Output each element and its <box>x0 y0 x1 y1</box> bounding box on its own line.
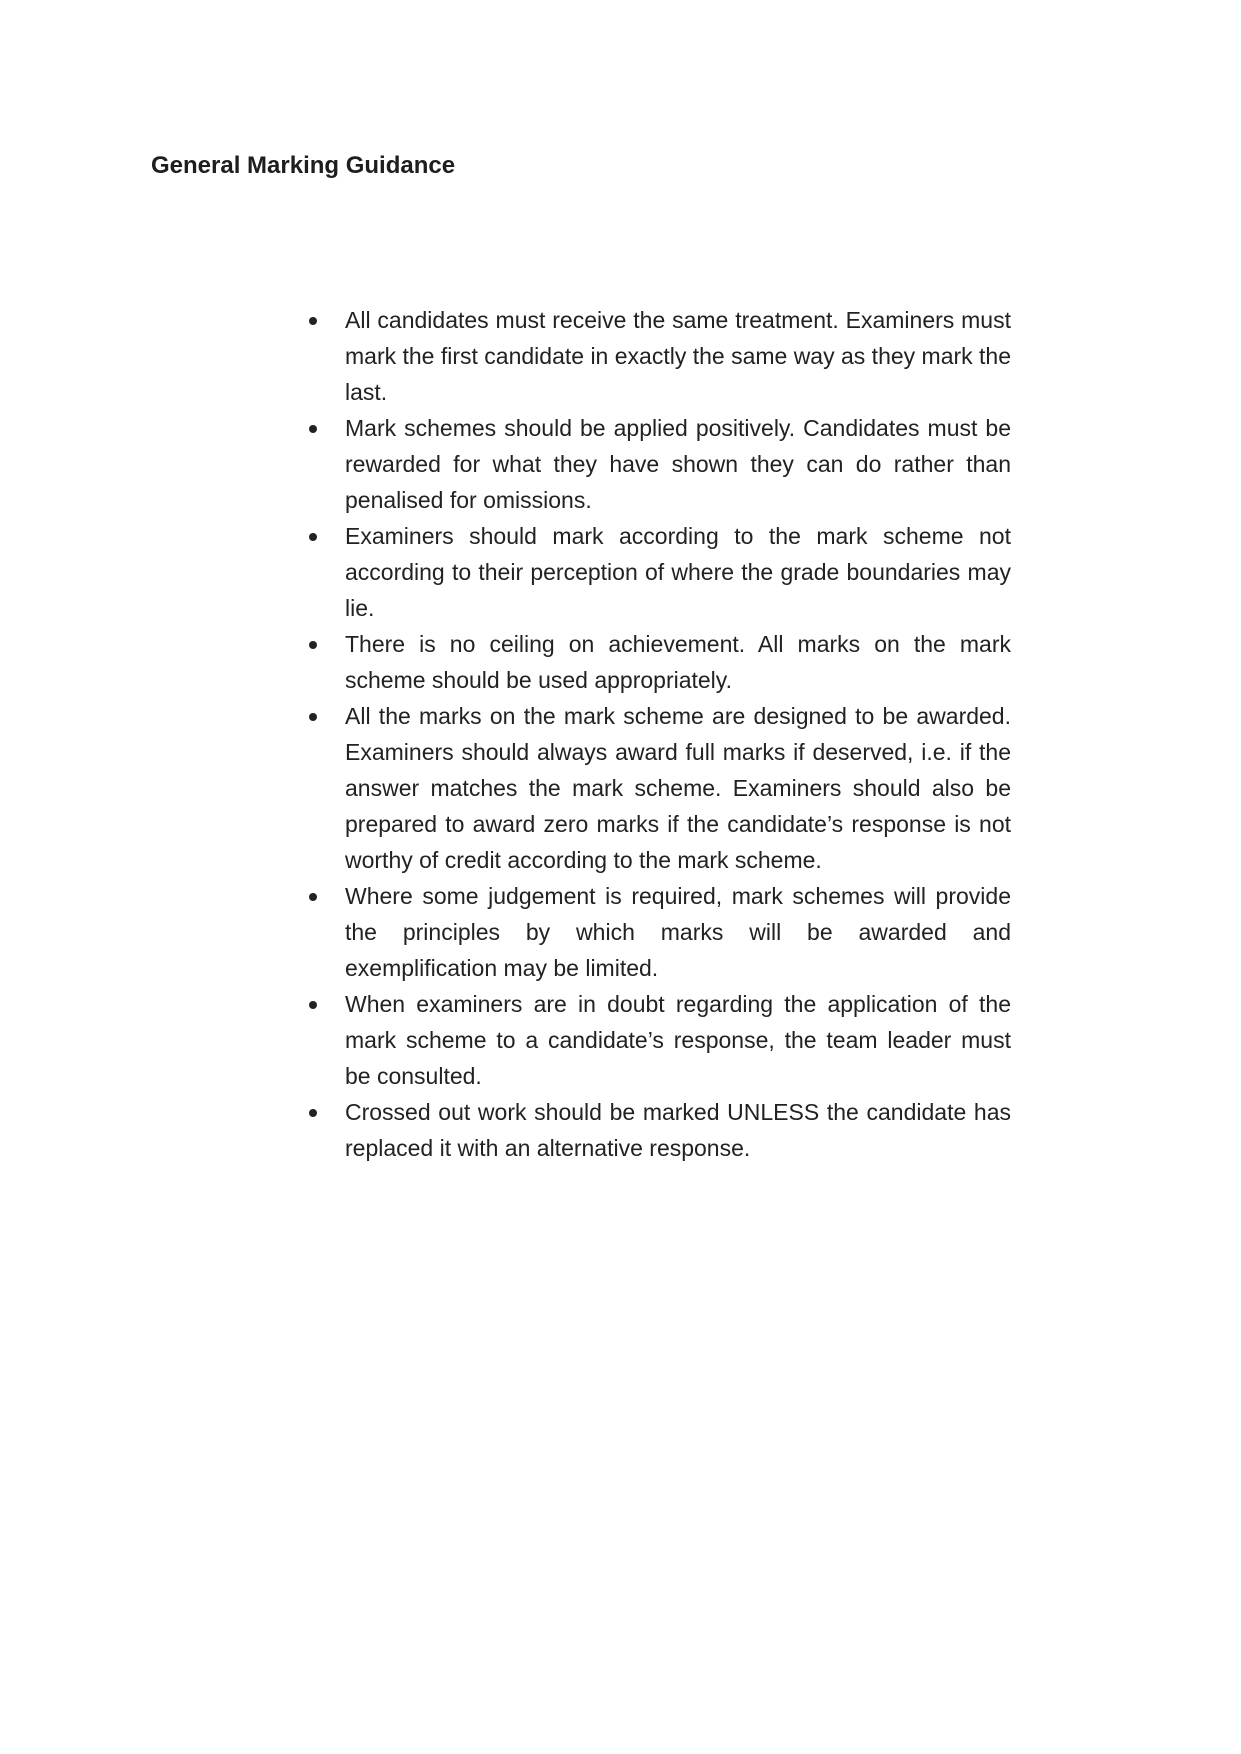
bullet-icon <box>309 425 317 433</box>
bullet-icon <box>309 1001 317 1009</box>
guidance-list <box>305 302 1011 1166</box>
list-item <box>305 410 1011 518</box>
list-item <box>305 698 1011 878</box>
bullet-icon <box>309 893 317 901</box>
list-item <box>305 302 1011 410</box>
list-item <box>305 1094 1011 1166</box>
list-item-text: There is no ceiling on achievement. All marks on the mark scheme should be used appropriately. <box>345 631 1011 693</box>
bullet-icon <box>309 533 317 541</box>
page-title: General Marking Guidance <box>151 152 456 179</box>
bullet-icon <box>309 1109 317 1117</box>
bullet-icon <box>309 641 317 649</box>
list-item <box>305 626 1011 698</box>
bullet-icon <box>309 713 317 721</box>
list-item <box>305 878 1011 986</box>
list-item-text: Where some judgement is required, mark schemes will provide the principles by which marks will be awarded and exemplification may be limited. <box>345 883 1011 981</box>
list-item-text: All the marks on the mark scheme are designed to be awarded. Examiners should always award full marks if deserved, i.e. if the answer matches the mark scheme. Examiners should also be prepared to award zero marks if the candidate’s response is not worthy of credit according to the mark scheme. <box>345 703 1011 873</box>
list-item-text: All candidates must receive the same treatment. Examiners must mark the first candidate in exactly the same way as they mark the last. <box>345 307 1012 405</box>
list-item-text: Examiners should mark according to the mark scheme not according to their perception of where the grade boundaries may lie. <box>345 523 1011 621</box>
list-item-text: Crossed out work should be marked UNLESS the candidate has replaced it with an alternative response. <box>345 1099 1011 1161</box>
list-item-text: When examiners are in doubt regarding the application of the mark scheme to a candidate’s response, the team leader must be consulted. <box>345 991 1011 1089</box>
list-item <box>305 986 1011 1094</box>
list-item <box>305 518 1011 626</box>
bullet-icon <box>309 317 317 325</box>
list-item-text: Mark schemes should be applied positively. Candidates must be rewarded for what they have shown they can do rather than penalised for omissions. <box>345 415 1011 513</box>
